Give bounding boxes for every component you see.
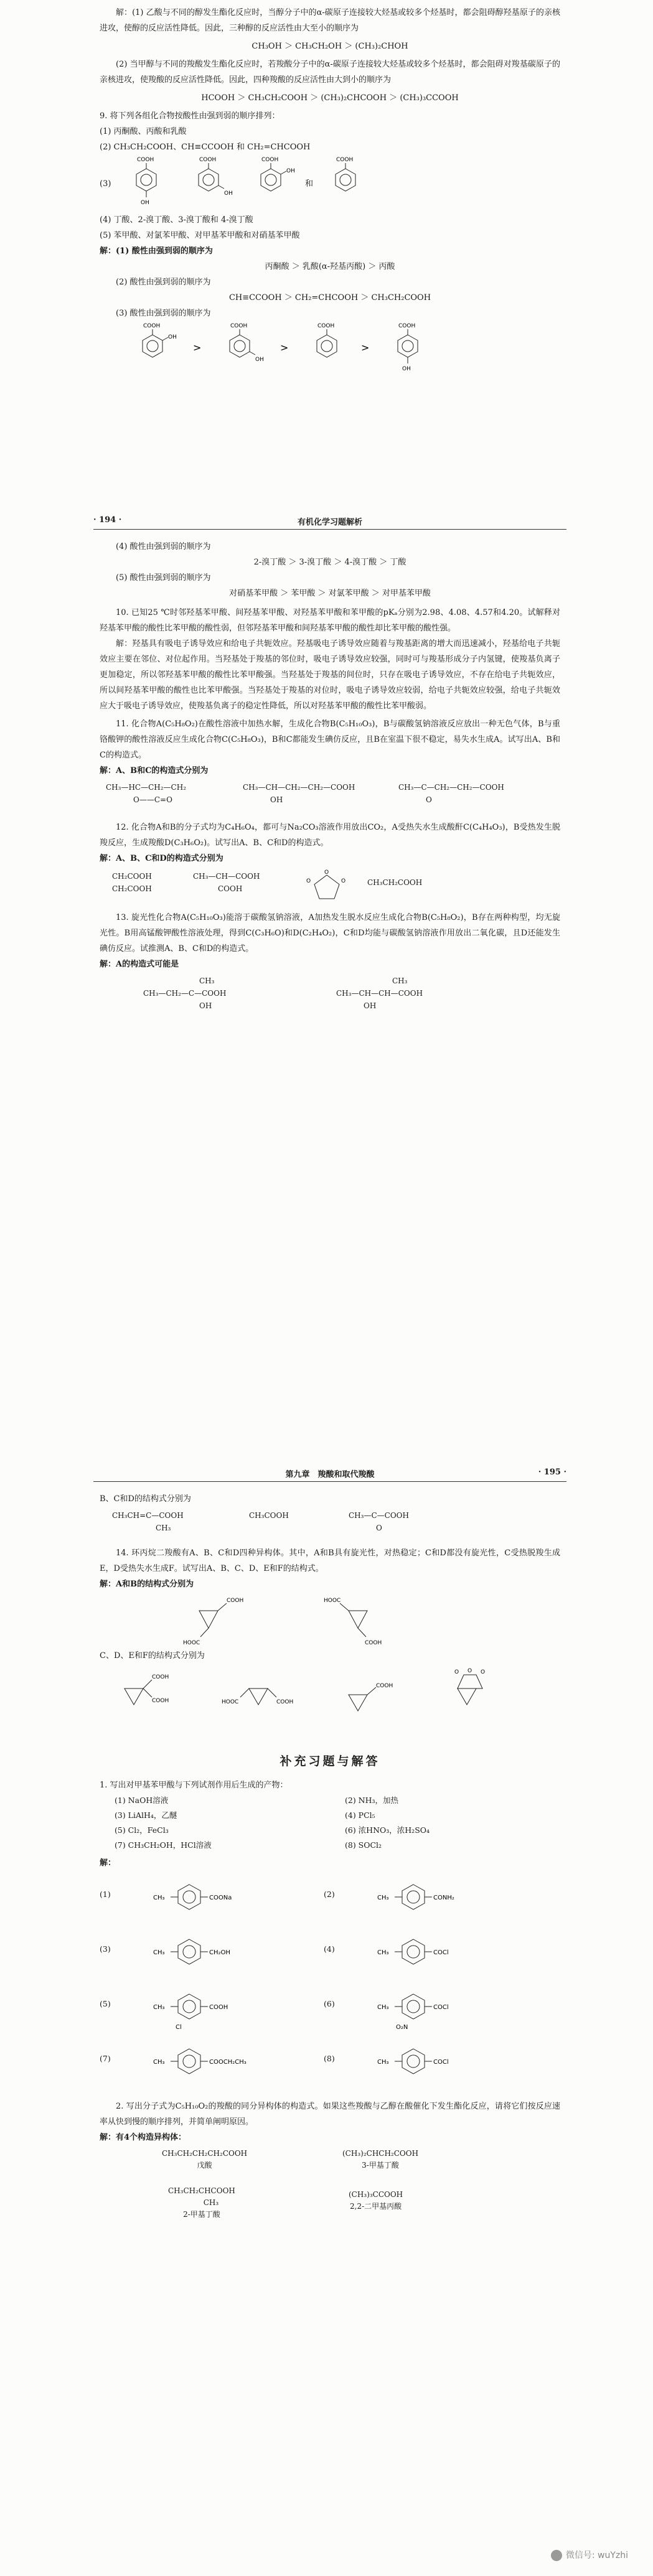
compound-A-13-option2 (336, 975, 423, 1012)
product-6 (324, 1980, 542, 2034)
compound-A-11 (106, 781, 186, 806)
cyclopropane-CDEF (100, 1664, 560, 1723)
methyl-group: CH₃ (153, 1949, 165, 1956)
answer-9-1-heading: 解：(1) 酸性由强到弱的顺序为 (100, 246, 213, 256)
nitro-substituent: O₂N (396, 2024, 408, 2031)
benzene-ring (402, 2049, 425, 2074)
svg-text:OH: OH (141, 200, 149, 206)
answer-14-heading: 解：A和B的结构式分别为 (100, 1580, 194, 1589)
question-9-4: (4) 丁酸、2-溴丁酸、3-溴丁酸和 4-溴丁酸 (100, 215, 253, 225)
isomer-D-structure (218, 1664, 305, 1723)
svg-text:>: > (361, 342, 370, 354)
svg-text:HOOC: HOOC (324, 1598, 341, 1604)
answer-13-structures (100, 972, 560, 1022)
compound-D-12: CH₃CH₂COOH (367, 878, 423, 887)
supp-q1-products (100, 1871, 560, 2095)
product-structure-3 (121, 1926, 308, 1979)
compound-B-12-line2: COOH (218, 884, 243, 893)
svg-text:COOH: COOH (143, 323, 161, 329)
svg-text:OH: OH (286, 168, 295, 174)
benzene-ring (178, 1939, 200, 1964)
aromatic-circle (183, 1891, 195, 1903)
svg-text:>: > (280, 342, 289, 354)
question-14: 14. 环丙烷二羧酸有A、B、C和D四种异构体。其中，A和B具有旋光性，对热稳定；C和D都没有旋光性，C受热脱羧生成E，D受热失水生成F。试写出A、B、C、D、E和F的结构式。 (100, 1548, 560, 1573)
aromatic-circle (183, 2000, 195, 2013)
answer-9-3-heading: (3) 酸性由强到弱的顺序为 (116, 309, 211, 318)
compound-F-anhydride-structure (436, 1664, 504, 1723)
compound-B-12 (193, 870, 260, 895)
product-2 (324, 1871, 542, 1924)
answer-10: 解：羟基具有吸电子诱导效应和给电子共轭效应。羟基吸电子诱导效应随着与羧基距离的增大而迅速减小，羟基给电子共轭效应主要在邻位、对位起作用。当羟基处于羧基的邻位时，吸电子诱导效应较强，同时可与羧基形成分子内氢键，使羧基负离子更加稳定，所以邻羟基苯甲酸的酸性比苯甲酸强。当羟基处于羧基的间位时，只存在吸电子诱导效应，不存在给电子共轭效应，所以间羟基苯甲酸的酸性也比苯甲酸强。当羟基处于羧基的对位时，吸电子诱导效应较弱，给电子共轭效应较强，给电子共轭效应大于吸电子诱导效应，使羧基负离子的稳定性降低，所以对羟基苯甲酸的酸性比苯甲酸弱。 (100, 639, 560, 711)
methyl-group: CH₃ (153, 2059, 165, 2066)
svg-text:COOH: COOH (398, 323, 416, 329)
compound-C-11-line1: CH₃—C—CH₂—CH₂—COOH (398, 783, 504, 792)
isomer-4-formula: (CH₃)₃CCOOH (349, 2190, 403, 2199)
answer-11-structures (100, 779, 560, 820)
benzene-ring (178, 1994, 200, 2019)
m-hydroxybenzoic-acid (187, 155, 237, 212)
compound-A-11-line2: O——C=O (133, 795, 172, 804)
isomer-2-name: 3-甲基丁酸 (362, 2161, 399, 2170)
compound-C-11-line2: O (426, 795, 432, 804)
product-label-1: (1) (100, 1890, 111, 1899)
product-structure-8 (345, 2035, 532, 2089)
product-1 (100, 1871, 317, 1924)
a13-opt2-mid: CH₃—CH—CH—COOH (336, 989, 423, 998)
acid-reactivity-order: HCOOH ＞ CH₃CH₂COOH ＞ (CH₃)₂CHCOOH ＞ (CH₃)₃CCOOH (201, 93, 459, 103)
supp-answer-1-heading: 解： (100, 1858, 116, 1868)
answer-9-5-order: 对硝基苯甲酸 ＞ 苯甲酸 ＞ 对氯苯甲酸 ＞ 对甲基苯甲酸 (229, 589, 431, 598)
aromatic-circle (407, 1946, 420, 1958)
product-structure-6 (345, 1980, 532, 2034)
functional-group: COOH (209, 2004, 228, 2011)
svg-text:HOOC: HOOC (183, 1640, 200, 1646)
isomer-dimethylpropanoic (349, 2189, 403, 2213)
answer-9-3-order (131, 321, 560, 381)
product-structure-5 (121, 1980, 308, 2034)
isomer-B-structure (324, 1592, 398, 1648)
page3-body (100, 1491, 560, 2239)
succinic-anhydride-ring (305, 868, 349, 905)
answer-9-5-heading: (5) 酸性由强到弱的顺序为 (116, 573, 211, 583)
svg-text:COOH: COOH (261, 157, 279, 163)
answer-9-4-heading: (4) 酸性由强到弱的顺序为 (116, 542, 211, 551)
bcd-structures (100, 1507, 560, 1545)
question-11: 11. 化合物A(C₅H₈O₂)在酸性溶液中加热水解，生成化合物B(C₅H₁₀O₃)，B与碳酸氢钠溶液反应放出一种无色气体，B与重铬酸钾的酸性溶液反应生成化合物C(C₅H₈O₃)，B和C都能发生碘仿反应，且B在室温下很不稳定，易失水生成A。试写出A、B和C的构造式。 (100, 719, 560, 760)
compound-C-11 (398, 781, 504, 806)
p-hydroxybenzoic-acid (124, 155, 168, 212)
svg-text:O: O (467, 1668, 472, 1674)
a13-opt2-bot: OH (364, 1001, 377, 1010)
isomer-1-formula: CH₃CH₂CH₂CH₂COOH (162, 2149, 248, 2158)
page-number-195: · 195 · (538, 1468, 566, 1477)
svg-text:O: O (454, 1669, 459, 1675)
supp-q1-reagents (115, 1793, 560, 1853)
product-label-3: (3) (100, 1944, 111, 1954)
product-structure-2 (345, 1871, 532, 1924)
page1-body (100, 5, 560, 381)
reagent-6: (6) 浓HNO₃，浓H₂SO₄ (345, 1825, 430, 1835)
isomer-list (100, 2145, 560, 2239)
compound-E-structure (336, 1664, 411, 1723)
functional-group: CONH₂ (433, 1895, 454, 1901)
compound-A-12-line1: CH₂COOH (112, 872, 152, 881)
answer-8-part1: 解：(1) 乙酸与不同的醇发生酯化反应时，当醇分子中的α-碳原子连接较大烃基或较多个烃基时，都会阻碍醇羟基原子的亲核进攻，使醇的反应活性降低。因此，三种醇的反应活性由大至小的顺序为 (100, 8, 560, 33)
svg-text:COOH: COOH (227, 1598, 244, 1604)
chloro-substituent: Cl (176, 2024, 182, 2031)
compound-B-11 (243, 781, 355, 806)
svg-text:O: O (306, 878, 311, 884)
product-label-7: (7) (100, 2054, 111, 2063)
methyl-group: CH₃ (153, 2004, 165, 2011)
answer-13-heading: 解：A的构造式可能是 (100, 960, 179, 969)
svg-text:COOH: COOH (137, 157, 154, 163)
reagent-7: (7) CH₃CH₂OH，HCl溶液 (115, 1840, 212, 1850)
benzene-ring (402, 1994, 425, 2019)
compound-B-11-line2: OH (270, 795, 283, 804)
question-12: 12. 化合物A和B的分子式均为C₄H₆O₄，都可与Na₂CO₃溶液作用放出CO₂，A受热失水生成酸酐C(C₄H₄O₃)，B受热发生脱羧反应，生成羧酸D(C₃H₆O₂)。试写出A、B、C和D的构造式。 (100, 823, 560, 848)
product-structure-1 (121, 1871, 308, 1924)
compound-B-13-line1: CH₃CH=C—COOH (112, 1511, 184, 1520)
answer-9-2-heading: (2) 酸性由强到弱的顺序为 (116, 278, 211, 287)
product-5 (100, 1980, 317, 2034)
answer-12-heading: 解：A、B、C和D的构造式分别为 (100, 854, 223, 863)
isomer-A-structure (174, 1592, 249, 1648)
answer-9-1-order: 丙酮酸 ＞ 乳酸(α-羟基丙酸) ＞ 丙酸 (265, 262, 395, 271)
aromatic-circle (407, 2055, 420, 2068)
functional-group: COONa (209, 1895, 232, 1901)
answer-9-2-order: CH≡CCOOH ＞ CH₂=CHCOOH ＞ CH₃CH₂COOH (228, 293, 431, 302)
aromatic-circle (407, 2000, 420, 2013)
o-hydroxybenzoic-acid (249, 155, 299, 212)
functional-group: CH₂OH (209, 1949, 230, 1956)
product-structure-7 (121, 2035, 308, 2089)
methyl-group: CH₃ (153, 1895, 165, 1901)
methyl-group: CH₃ (377, 1949, 389, 1956)
product-structure-4 (345, 1926, 532, 1979)
alcohol-order: CH₃OH ＞ CH₃CH₂OH ＞ (CH₃)₂CHOH (251, 42, 408, 51)
aromatic-circle (183, 2055, 195, 2068)
question-9: 9. 将下列各组化合物按酸性由强到弱的顺序排列： (100, 111, 280, 121)
question-9-3-structures (100, 155, 560, 212)
benzoic-acid (324, 155, 367, 212)
aromatic-circle (407, 1891, 420, 1903)
isomer-4-name: 2,2-二甲基丙酸 (350, 2202, 402, 2211)
supp-answer-2-heading: 解：有4个构造异构体： (100, 2133, 187, 2142)
page2-body (100, 539, 560, 1022)
isomer-C-structure (112, 1664, 181, 1723)
hydroxybenzoic-acid-acidity-order (131, 321, 517, 381)
svg-text:HOOC: HOOC (222, 1699, 239, 1705)
compound-B-11-line1: CH₃—CH—CH₂—CH₂—COOH (243, 783, 355, 792)
svg-text:O: O (341, 878, 346, 884)
watermark-text: 微信号: wuYzhi (565, 2550, 628, 2560)
isomer-3-formula: CH₃CH₂CHCOOH (168, 2186, 235, 2195)
isomer-3-methylbutanoic (342, 2148, 418, 2171)
methyl-group: CH₃ (377, 2059, 389, 2066)
and-word: 和 (305, 179, 314, 189)
svg-text:O: O (481, 1669, 486, 1675)
svg-text:O: O (324, 869, 329, 876)
compound-D-13 (349, 1509, 409, 1534)
product-3 (100, 1926, 317, 1979)
functional-group: COCl (433, 1949, 449, 1956)
compound-A-12-line2: CH₂COOH (112, 884, 152, 893)
aromatic-circle (183, 1946, 195, 1958)
answer-14-cdef-heading: C、D、E和F的结构式分别为 (100, 1651, 205, 1660)
a13-opt1-mid: CH₃—CH₂—C—COOH (143, 989, 227, 998)
benzene-ring (178, 1885, 200, 1909)
section-spacer (100, 1723, 560, 1752)
product-7 (100, 2035, 317, 2089)
supplementary-section-title: 补充习题与解答 (280, 1754, 380, 1768)
a13-opt1-top: CH₃ (199, 977, 215, 985)
running-title: 有机化学习题解析 (297, 518, 362, 527)
svg-text:COOH: COOH (365, 1640, 382, 1646)
benzene-ring (402, 1885, 425, 1909)
svg-text:COOH: COOH (336, 157, 354, 163)
page-1 (0, 0, 653, 498)
compound-A-11-line1: CH₃—HC—CH₂—CH₂ (106, 783, 187, 792)
functional-group: COOCH₂CH₃ (209, 2059, 247, 2066)
compound-B-13-line2: CH₃ (156, 1524, 171, 1532)
page-2 (0, 498, 653, 1450)
svg-text:COOH: COOH (152, 1698, 169, 1704)
isomer-pentanoic (162, 2148, 247, 2171)
product-label-2: (2) (324, 1890, 335, 1899)
svg-text:COOH: COOH (199, 157, 217, 163)
supp-question-2: 2. 写出分子式为C₅H₁₀O₂的羧酸的同分异构体的构造式。如果这些羧酸与乙醇在酸催化下发生酯化反应，请将它们按反应速率从快到慢的顺序排列，并简单阐明原因。 (100, 2102, 560, 2127)
compound-C-13: CH₃COOH (249, 1511, 289, 1520)
chapter-title: 第九章 羧酸和取代羧酸 (285, 1470, 375, 1479)
cyclopropane-AB (100, 1592, 560, 1648)
product-8 (324, 2035, 542, 2089)
compound-D-13-line2: O (376, 1524, 382, 1532)
question-10: 10. 已知25 ℃时邻羟基苯甲酸、间羟基苯甲酸、对羟基苯甲酸和苯甲酸的pKₐ分别为2.98、4.08、4.57和4.20。试解释对羟基苯甲酸的酸性比苯甲酸的酸性弱，但邻羟基苯甲酸和间羟基苯甲酸的酸性却比苯甲酸的酸性强。 (100, 608, 560, 633)
svg-text:OH: OH (402, 366, 411, 372)
product-label-8: (8) (324, 2054, 335, 2063)
bcd-heading: B、C和D的结构式分别为 (100, 1494, 191, 1504)
methyl-group: CH₃ (377, 1895, 389, 1901)
answer-9-4-order: 2-溴丁酸 ＞ 3-溴丁酸 ＞ 4-溴丁酸 ＞ 丁酸 (253, 558, 406, 567)
question-13: 13. 旋光性化合物A(C₅H₁₀O₃)能溶于碳酸氢钠溶液，A加热发生脱水反应生成化合物B(C₅H₈O₂)，B存在两种构型，均无旋光性。B用高锰酸钾酸性溶液处理，得到C(C₃H₆O)和D(C₂H₄O₂)，C和D均能与碳酸氢钠溶液作用放出二氧化碳，且D还能发生碘仿反应。试推测A、B、C和D的构造式。 (100, 913, 560, 953)
compound-B-13 (112, 1509, 184, 1534)
answer-8-part2: (2) 当甲醇与不同的羧酸发生酯化反应时，若羧酸分子中的α-碳原子连接较大烃基或较多个烃基时，都会阻碍对羧基碳原子的亲核进攻，使羧酸的反应活性降低。因此，四种羧酸的反应活性由大到小的顺序为 (100, 60, 560, 85)
product-label-4: (4) (324, 1944, 335, 1954)
svg-text:COOH: COOH (376, 1683, 393, 1689)
svg-text:OH: OH (168, 334, 177, 340)
question-9-1: (1) 丙酮酸、丙酸和乳酸 (100, 127, 187, 136)
question-9-3-label: (3) (100, 179, 111, 189)
wechat-icon (551, 2550, 562, 2561)
reagent-2: (2) NH₃，加热 (345, 1796, 399, 1805)
svg-text:COOH: COOH (152, 1674, 169, 1680)
page-number-194: · 194 · (93, 515, 122, 525)
svg-text:COOH: COOH (276, 1699, 294, 1705)
benzene-ring (178, 2049, 200, 2074)
svg-text:OH: OH (224, 190, 233, 197)
page-3 (0, 1450, 653, 2576)
svg-text:COOH: COOH (230, 323, 248, 329)
svg-text:OH: OH (255, 357, 264, 363)
reagent-4: (4) PCl₅ (345, 1810, 375, 1820)
product-label-6: (6) (324, 1999, 335, 2008)
answer-11-heading: 解：A、B和C的构造式分别为 (100, 766, 209, 775)
functional-group: COCl (433, 2004, 449, 2011)
compound-D-13-line1: CH₃—C—COOH (349, 1511, 409, 1520)
answer-12-structures (100, 866, 560, 910)
compound-A-12 (112, 870, 152, 895)
wechat-watermark (551, 2549, 628, 2561)
compound-B-12-line1: CH₃—CH—COOH (193, 872, 260, 881)
supp-question-1: 1. 写出对甲基苯甲酸与下列试剂作用后生成的产物： (100, 1781, 288, 1790)
header-rule (93, 1481, 566, 1482)
product-label-5: (5) (100, 1999, 111, 2008)
reagent-1: (1) NaOH溶液 (115, 1796, 169, 1805)
isomer-2-methylbutanoic (168, 2185, 235, 2221)
reagent-3: (3) LiAlH₄，乙醚 (115, 1810, 177, 1820)
compound-A-13-option1 (143, 975, 226, 1012)
benzene-ring (402, 1939, 425, 1964)
isomer-3-branch: CH₃ (203, 2198, 219, 2207)
isomer-3-name: 2-甲基丁酸 (183, 2210, 220, 2219)
reagent-8: (8) SOCl₂ (345, 1840, 382, 1850)
a13-opt1-bot: OH (199, 1001, 212, 1010)
isomer-2-formula: (CH₃)₂CHCH₂COOH (342, 2149, 419, 2158)
functional-group: COCl (433, 2059, 449, 2066)
svg-text:COOH: COOH (317, 323, 335, 329)
header-rule (93, 529, 566, 530)
reagent-5: (5) Cl₂，FeCl₃ (115, 1825, 169, 1835)
svg-text:>: > (193, 342, 202, 354)
product-4 (324, 1926, 542, 1979)
question-9-5: (5) 苯甲酸、对氯苯甲酸、对甲基苯甲酸和对硝基苯甲酸 (100, 231, 300, 240)
isomer-1-name: 戊酸 (197, 2161, 212, 2170)
question-9-2: (2) CH₃CH₂COOH、CH≡CCOOH 和 CH₂=CHCOOH (100, 143, 311, 152)
methyl-group: CH₃ (377, 2004, 389, 2011)
a13-opt2-top: CH₃ (392, 977, 408, 985)
